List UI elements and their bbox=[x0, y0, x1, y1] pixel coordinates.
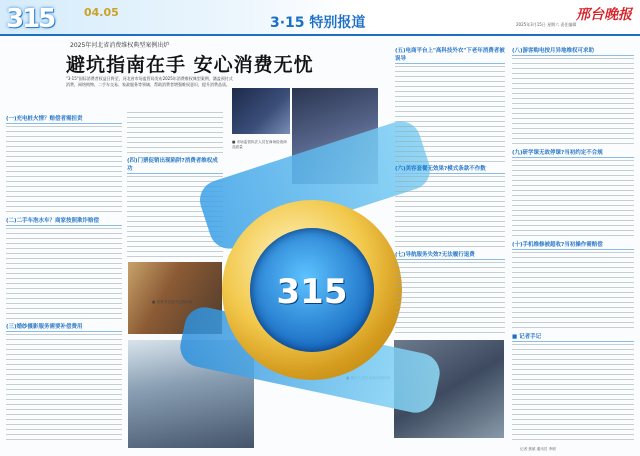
section-title: 3·15 特别报道 bbox=[270, 15, 366, 31]
middle-section-title: (六)美容套餐无效果?模式条款不作数 bbox=[395, 164, 505, 174]
middle-section-title: (七)导航服务失效?无法履行退费 bbox=[395, 250, 505, 260]
left-section-title: (三)婚纱摄影服务需要补偿费用 bbox=[6, 322, 122, 332]
lead-headline: 避坑指南在手 安心消费无忧 bbox=[66, 54, 314, 76]
left-section-title: (二)二手车泡水车？商家按照欺诈赔偿 bbox=[6, 216, 122, 226]
left-column bbox=[6, 112, 122, 442]
lead-kicker: 2025年河北省消费维权典型案例出炉 bbox=[70, 42, 170, 49]
middle-section-title: (五)电商平台上"高科技外衣"下老年消费者被误导 bbox=[395, 48, 505, 62]
header-meta: 2025年3月15日 星期六 责任编辑 bbox=[516, 22, 577, 27]
paper-name: 邢台晚报 bbox=[576, 7, 632, 23]
lead-intro: "3·15"国际消费者权益日将至，河北省市场监管局发布2025年消费维权典型案例，涵盖预付式消费、网络购物、二手车交易、家政服务等领域，帮助消费者增强维权意识，提升消费品质。 bbox=[66, 76, 233, 87]
header-logo: 315 bbox=[6, 4, 55, 34]
left-section-title: (一)充电桩火情？赔偿者需担责 bbox=[6, 114, 122, 124]
text-block bbox=[6, 334, 122, 442]
text-block bbox=[512, 58, 634, 146]
text-block bbox=[395, 262, 505, 334]
text-block bbox=[6, 228, 122, 320]
caption-top: ■ 市场监管执法人员在商场检查商品质量 bbox=[232, 140, 287, 149]
second-section-title: (四)门票促销出现陷阱?消费者维权成功 bbox=[127, 156, 223, 174]
text-block bbox=[512, 344, 634, 440]
header-date: 04.05 bbox=[84, 6, 119, 19]
header-rule bbox=[0, 34, 640, 36]
right-section-title: ■ 记者手记 bbox=[512, 332, 634, 342]
right-column bbox=[512, 44, 634, 444]
middle-column bbox=[395, 44, 505, 334]
badge-number: 315 bbox=[276, 272, 348, 312]
right-section-title: (八)游客购电按月异地维权可求助 bbox=[512, 46, 634, 56]
text-block bbox=[512, 252, 634, 330]
text-block bbox=[512, 160, 634, 238]
text-block bbox=[127, 112, 223, 154]
right-section-title: (十)手机维修被超收?当初操作需赔偿 bbox=[512, 240, 634, 250]
text-block bbox=[395, 66, 505, 162]
text-block bbox=[6, 126, 122, 214]
text-block bbox=[395, 176, 505, 248]
right-section-title: (九)研学课无故停课?当初约定不合规 bbox=[512, 148, 634, 158]
badge-315 bbox=[222, 200, 402, 380]
caption-mid: ■ 消费者在超市选购商品 bbox=[152, 300, 193, 304]
footer-author: 记者 焦斌 通讯员 李明 bbox=[520, 447, 556, 451]
photo-tv-store bbox=[232, 88, 290, 134]
